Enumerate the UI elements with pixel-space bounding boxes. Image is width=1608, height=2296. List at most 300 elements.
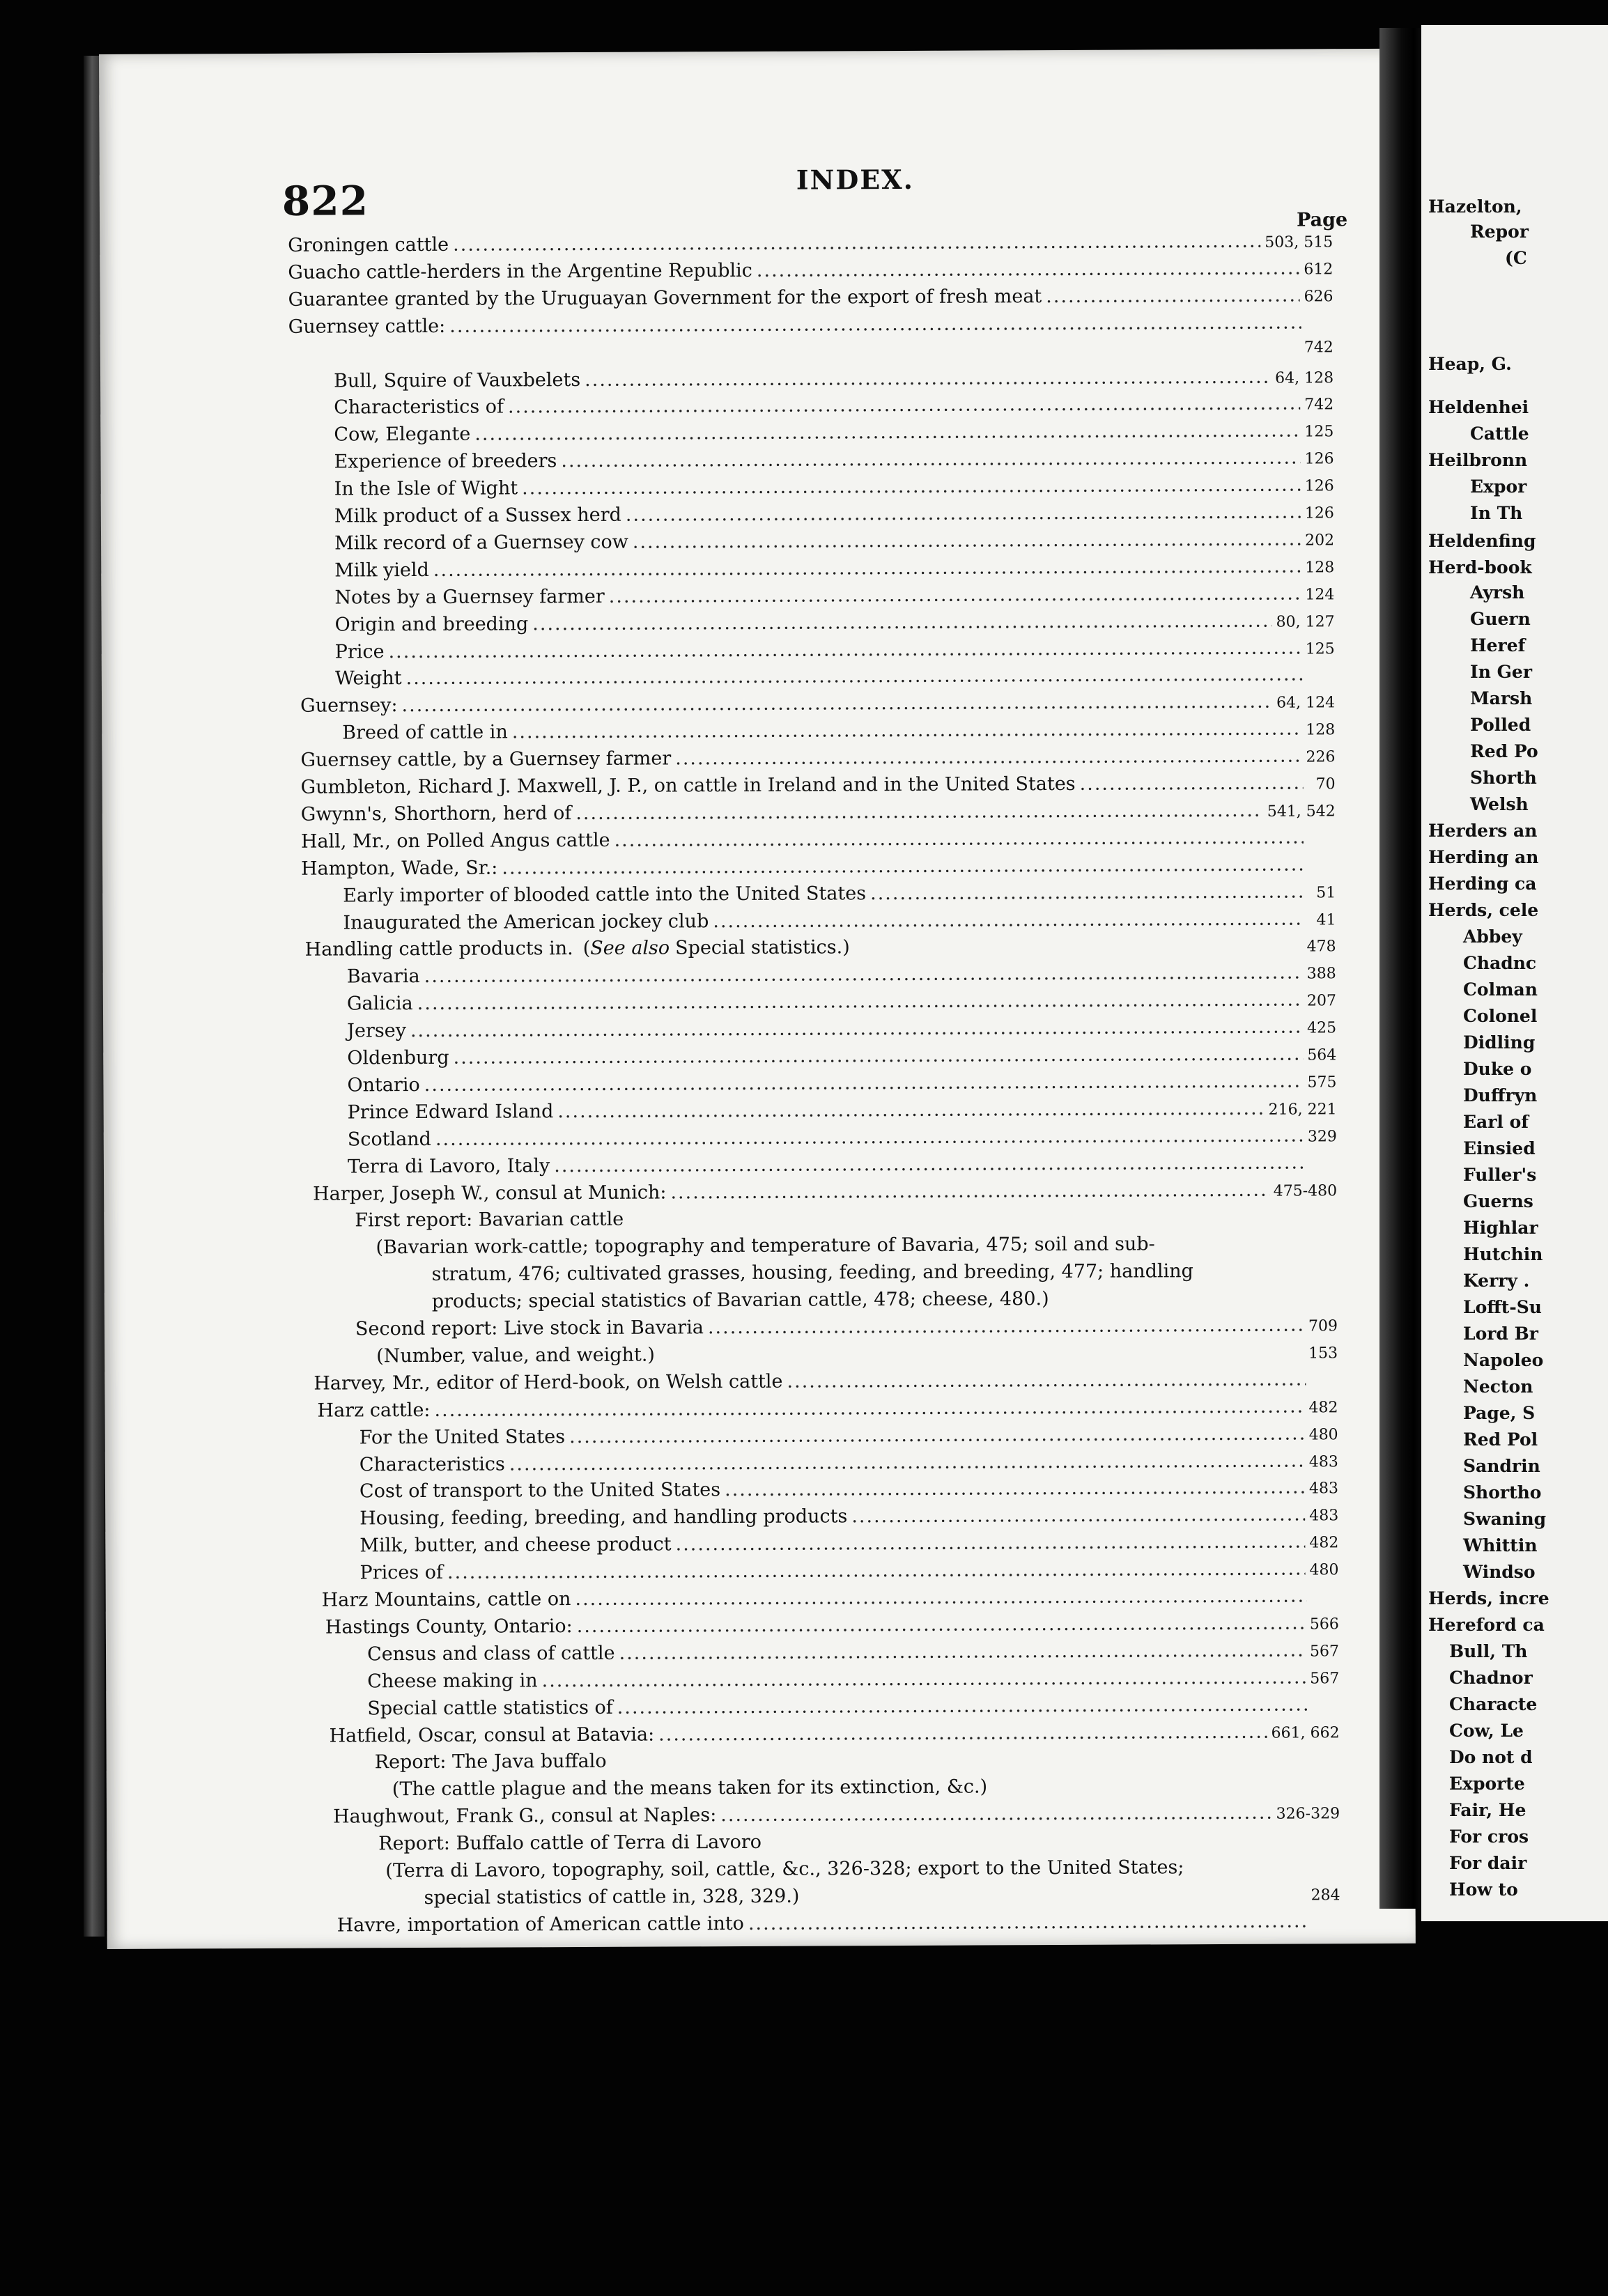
entry-page-ref: 388 (1306, 965, 1336, 983)
leader-dots (410, 1016, 1303, 1042)
entry-text: Prince Edward Island (347, 1100, 554, 1124)
entry-text: Cow, Elegante (334, 423, 471, 446)
entry-text: products; special statistics of Bavarian cattle, 478; cheese, 480.) (431, 1288, 1049, 1313)
entry-page-ref: 503, 515 (1265, 233, 1333, 251)
leader-dots (569, 1422, 1305, 1448)
entry-text: Cost of transport to the United States (359, 1479, 721, 1503)
entry-text: In the Isle of Wight (334, 477, 518, 500)
leader-dots (676, 1531, 1306, 1556)
index-entry (347, 1070, 1336, 1099)
entry-text: Characteristics (359, 1452, 505, 1475)
leader-dots (554, 1151, 1305, 1177)
index-entry (360, 1504, 1338, 1533)
entry-page-ref: 64, 128 (1275, 369, 1334, 387)
entry-text: Weight (334, 667, 402, 690)
facing-page-line: Kerry . (1463, 1271, 1530, 1291)
facing-page-line: Heldenfing (1428, 531, 1536, 551)
leader-dots (851, 1504, 1305, 1528)
entry-page-ref: 742 (1304, 396, 1334, 414)
index-entry (424, 1883, 1340, 1912)
page-number: 822 (281, 177, 369, 225)
entry-page-ref: 425 (1307, 1019, 1337, 1037)
leader-dots (611, 1764, 1308, 1767)
entry-text: Ontario (347, 1073, 420, 1096)
facing-page-line: Heldenhei (1428, 397, 1529, 417)
leader-dots (713, 908, 1304, 932)
entry-page-ref: 126 (1304, 477, 1334, 495)
facing-page-line: Swaning (1463, 1509, 1547, 1529)
entry-text: Breed of cattle in (342, 721, 508, 744)
entry-text: Oldenburg (347, 1046, 449, 1069)
facing-page-line: Guern (1470, 609, 1531, 629)
index-entry (347, 1043, 1336, 1072)
facing-page-line: Welsh (1470, 794, 1529, 814)
entry-text: Milk yield (334, 559, 429, 582)
leader-dots (293, 352, 1300, 356)
index-entry (301, 826, 1336, 855)
facing-page-line: Red Pol (1463, 1429, 1538, 1450)
facing-page-line: Shortho (1463, 1482, 1542, 1503)
index-entry (343, 908, 1336, 937)
entry-page-ref: 202 (1305, 532, 1335, 550)
facing-page-line: Herds, incre (1428, 1588, 1549, 1608)
facing-page-line: Ayrsh (1470, 582, 1525, 603)
facing-page-line: Cow, Le (1449, 1721, 1524, 1741)
entry-page-ref: 128 (1306, 721, 1336, 739)
index-entry (288, 230, 1333, 260)
leader-dots (433, 555, 1301, 580)
facing-page-line: Colman (1463, 979, 1538, 1000)
entry-page-ref: 125 (1304, 423, 1334, 441)
index-entry (301, 772, 1336, 801)
entry-text: Experience of breeders (334, 450, 557, 473)
leader-dots (424, 1070, 1304, 1096)
index-entry (432, 1259, 1338, 1289)
entry-text: Terra di Lavoro, Italy (347, 1154, 550, 1178)
facing-page-line: Highlar (1463, 1218, 1538, 1238)
leader-dots (720, 1802, 1271, 1826)
entry-page-ref: 480 (1308, 1425, 1338, 1444)
index-entry (288, 311, 1333, 341)
facing-page-line: Lofft-Su (1463, 1297, 1542, 1317)
entry-text: Cheese making in (367, 1669, 538, 1693)
index-entry (375, 1748, 1340, 1777)
leader-dots (870, 881, 1304, 904)
index-entry (317, 1395, 1338, 1425)
entry-text: Scotland (347, 1128, 432, 1151)
entry-text: (The cattle plague and the means taken for its extinction, &c.) (392, 1776, 988, 1801)
index-entry (300, 691, 1335, 720)
leader-dots (453, 231, 1260, 256)
leader-dots (577, 1612, 1306, 1637)
leader-dots (757, 257, 1300, 281)
index-entry (376, 1341, 1338, 1370)
entry-text: Origin and breeding (334, 612, 529, 636)
leader-dots (614, 826, 1304, 851)
facing-page-line: (C (1505, 248, 1527, 268)
facing-page-line: In Th (1470, 503, 1523, 523)
entry-text: Harper, Joseph W., consul at Munich: (313, 1181, 667, 1205)
index-entry (337, 1910, 1340, 1939)
leader-dots (803, 1900, 1306, 1902)
leader-dots (725, 1477, 1305, 1501)
index-entry (347, 962, 1336, 991)
entry-text: stratum, 476; cultivated grasses, housing, feeding, and breeding, 477; handling (431, 1260, 1193, 1286)
entry-page-ref: 216, 221 (1268, 1101, 1337, 1119)
index-entry (335, 664, 1335, 693)
facing-page-line: In Ger (1470, 662, 1533, 682)
facing-page-line: How to (1449, 1879, 1518, 1900)
entry-text: special statistics of cattle in, 328, 329.) (424, 1885, 800, 1909)
facing-page-line: Einsied (1463, 1138, 1536, 1158)
entry-text: Report: The Java buffalo (374, 1751, 607, 1774)
entry-page-ref: 153 (1308, 1344, 1338, 1363)
facing-page-line: Polled (1470, 715, 1531, 735)
entry-page-ref: 64, 124 (1276, 694, 1336, 712)
index-entry (334, 393, 1333, 422)
leader-dots (1053, 1304, 1306, 1305)
leader-dots (1046, 284, 1299, 307)
facing-page-line: Expor (1470, 476, 1527, 497)
index-entry (348, 1151, 1337, 1181)
entry-page-ref: 125 (1305, 639, 1335, 658)
entry-text: (Bavarian work-cattle; topography and temperature of Bavaria, 475; soil and sub- (376, 1233, 1155, 1259)
entry-text: Milk record of a Guernsey cow (334, 531, 628, 554)
entry-page-ref: 124 (1305, 585, 1335, 604)
index-entry (432, 1287, 1338, 1316)
facing-page-line: Sandrin (1463, 1456, 1540, 1476)
entry-text: For the United States (359, 1425, 566, 1448)
facing-page-line: Napoleo (1463, 1350, 1544, 1370)
entry-text: Bavaria (346, 965, 420, 988)
entry-page-ref: 207 (1306, 992, 1337, 1010)
leader-dots (447, 1558, 1306, 1583)
facing-page-line: Do not d (1449, 1747, 1533, 1767)
running-head: INDEX. (796, 163, 915, 196)
leader-dots (454, 1043, 1304, 1068)
index-entry (288, 339, 1333, 369)
index-entry (360, 1422, 1338, 1452)
entry-text: Hastings County, Ontario: (325, 1615, 573, 1638)
entry-page-ref: 567 (1309, 1643, 1340, 1661)
entry-text: Prices of (360, 1561, 444, 1584)
leader-dots (557, 1098, 1264, 1122)
page-column-heading: Page (1296, 209, 1348, 231)
entry-text: Hall, Mr., on Polled Angus cattle (300, 829, 610, 853)
index-entry (360, 1450, 1338, 1479)
entry-text: Havre, importation of American cattle into (337, 1912, 744, 1937)
entry-page-ref: 482 (1308, 1398, 1338, 1417)
facing-page-line: Fair, He (1449, 1800, 1526, 1820)
facing-page-line: Didling (1463, 1032, 1536, 1053)
leader-dots (658, 1721, 1267, 1745)
index-entry (334, 447, 1333, 476)
entry-page-ref: 226 (1306, 748, 1336, 766)
entry-text: Bull, Squire of Vauxbelets (333, 369, 581, 392)
index-entry (360, 1558, 1338, 1587)
entry-text: Census and class of cattle (366, 1642, 615, 1666)
leader-dots (659, 1358, 1304, 1360)
entry-text: Second report: Live stock in Bavaria (355, 1317, 704, 1340)
leader-dots (512, 718, 1302, 743)
facing-page-line: Chadnor (1449, 1668, 1533, 1688)
entry-page-ref: 483 (1308, 1480, 1339, 1498)
entry-text: Early importer of blooded cattle into the United States (343, 882, 867, 907)
entry-page-ref: 126 (1304, 504, 1334, 522)
entry-text: Characteristics of (334, 396, 504, 419)
leader-dots (766, 1846, 1308, 1848)
leader-dots (435, 1124, 1304, 1149)
leader-dots (542, 1666, 1306, 1691)
index-entry (325, 1612, 1339, 1641)
facing-page-line: For dair (1449, 1853, 1527, 1873)
entry-page-ref: 483 (1308, 1452, 1338, 1471)
entry-page-ref: 482 (1309, 1534, 1339, 1552)
leader-dots (401, 691, 1272, 716)
leader-dots (748, 1910, 1308, 1934)
entry-text: Harz Mountains, cattle on (321, 1588, 571, 1611)
leader-dots (619, 1639, 1306, 1663)
index-entry (288, 257, 1333, 287)
entry-page-ref: 478 (1306, 938, 1336, 956)
index-entry (313, 1179, 1337, 1208)
entry-page-ref: 41 (1316, 910, 1336, 929)
entry-page-ref: 742 (1304, 338, 1333, 357)
index-entry (367, 1693, 1339, 1723)
leader-dots (1188, 1872, 1308, 1873)
leader-dots (575, 1585, 1306, 1610)
leader-dots (787, 1368, 1306, 1392)
leader-dots (417, 989, 1303, 1015)
leader-dots (424, 962, 1303, 988)
entry-text: Guernsey cattle, by a Guernsey farmer (300, 747, 672, 771)
entry-text: Milk, butter, and cheese product (360, 1533, 672, 1557)
index-entry (347, 1016, 1336, 1045)
leader-dots (474, 420, 1300, 445)
see-also-target: Special statistics.) (675, 936, 850, 959)
entry-text: Report: Buffalo cattle of Terra di Lavoro (378, 1831, 762, 1855)
entry-page-ref: 626 (1304, 288, 1333, 306)
leader-dots (434, 1395, 1304, 1420)
index-entry (334, 501, 1334, 530)
facing-page-line: Marsh (1470, 688, 1533, 708)
index-entry (335, 610, 1335, 639)
facing-page-line: Page, S (1463, 1403, 1536, 1423)
leader-dots (708, 1314, 1304, 1338)
index-entry (342, 718, 1335, 747)
index-entry (348, 1097, 1337, 1126)
index-entry (334, 474, 1334, 503)
facing-page-line: Heref (1470, 635, 1526, 656)
facing-page-line: Hereford ca (1428, 1615, 1545, 1635)
entry-text: Guarantee granted by the Uruguayan Government for the export of fresh meat (288, 285, 1042, 311)
facing-page-line: Windso (1463, 1562, 1536, 1582)
entry-text: Housing, feeding, breeding, and handling products (360, 1505, 848, 1530)
index-entry (334, 528, 1334, 557)
entry-page-ref: 126 (1304, 450, 1334, 468)
facing-page-line: Chadnc (1463, 953, 1537, 973)
entry-page-ref: 475-480 (1273, 1181, 1338, 1200)
index-entry (360, 1530, 1338, 1560)
index-entry (334, 366, 1333, 395)
entry-page-ref: 483 (1309, 1507, 1339, 1525)
facing-page-line: Bull, Th (1449, 1641, 1528, 1661)
entry-text: (Terra di Lavoro, topography, soil, cattle, &c., 326-328; export to the United States; (385, 1856, 1184, 1882)
index-entry (334, 555, 1334, 584)
facing-page-line: Herders an (1428, 821, 1538, 841)
index-entry (348, 1124, 1337, 1154)
entry-text: Hampton, Wade, Sr.: (301, 857, 498, 880)
entry-text: Special cattle statistics of (367, 1696, 613, 1719)
entry-text: Handling cattle products in. (304, 938, 573, 961)
leader-dots (561, 447, 1300, 472)
facing-page-line: Cattle (1470, 424, 1529, 444)
entry-page-ref: 612 (1304, 261, 1333, 279)
index-entry (378, 1829, 1340, 1858)
entry-text: Inaugurated the American jockey club (343, 910, 709, 933)
leader-dots (626, 501, 1301, 525)
index-entry (355, 1206, 1337, 1235)
entry-page-ref: 480 (1309, 1561, 1339, 1579)
facing-page-line: Hazelton, (1428, 196, 1522, 217)
leader-dots (522, 474, 1301, 499)
leader-dots (617, 1693, 1308, 1718)
facing-page-line: Exporte (1449, 1774, 1525, 1794)
facing-page-line: Herd-book (1428, 557, 1532, 577)
facing-page-line: Herding an (1428, 847, 1539, 867)
facing-page-line: For cros (1449, 1826, 1529, 1847)
index-entry (335, 637, 1335, 666)
entry-page-ref: 326-329 (1276, 1805, 1340, 1823)
entry-text: Notes by a Guernsey farmer (334, 585, 605, 609)
leader-dots (991, 1792, 1308, 1793)
facing-page-line: Repor (1470, 222, 1529, 242)
leader-dots (1080, 772, 1304, 794)
entry-page-ref: 541, 542 (1267, 802, 1336, 821)
entry-page-ref: 661, 662 (1271, 1723, 1340, 1742)
facing-page-line: Whittin (1463, 1535, 1538, 1556)
entry-text: Milk product of a Sussex herd (334, 504, 621, 527)
index-entry (343, 881, 1336, 910)
leader-dots (585, 366, 1271, 390)
facing-page-line: Hutchin (1463, 1244, 1543, 1264)
index-entry (392, 1775, 1340, 1804)
index-entry (367, 1666, 1339, 1696)
leader-dots (406, 664, 1303, 690)
leader-dots (628, 1223, 1305, 1225)
entry-text: Haughwout, Frank G., consul at Naples: (332, 1804, 717, 1828)
leader-dots (854, 952, 1303, 954)
leader-dots (502, 853, 1304, 878)
index-entry (385, 1856, 1340, 1885)
index-page (99, 49, 1416, 1949)
entry-page-ref: 80, 127 (1276, 612, 1335, 631)
index-entry (301, 799, 1336, 828)
entry-text: (Number, value, and weight.) (376, 1344, 655, 1367)
index-entry (333, 1801, 1340, 1831)
entry-text: Gumbleton, Richard J. Maxwell, J. P., on cattle in Ireland and in the United States (300, 773, 1076, 798)
leader-dots (388, 637, 1301, 662)
facing-page-line: Herding ca (1428, 874, 1537, 894)
facing-page-line: Guerns (1463, 1191, 1533, 1211)
entry-page-ref: 329 (1307, 1127, 1337, 1146)
leader-dots (670, 1179, 1269, 1203)
index-entry (288, 284, 1333, 314)
entry-page-ref: 709 (1308, 1317, 1338, 1335)
index-entry (367, 1639, 1339, 1668)
see-also-note: See also (590, 937, 670, 960)
facing-page-line: Duffryn (1463, 1085, 1538, 1106)
index-entry (329, 1721, 1339, 1750)
entry-text: Jersey (347, 1020, 406, 1042)
facing-page-line: Necton (1463, 1376, 1533, 1397)
entry-text: Guernsey cattle: (288, 315, 446, 338)
leader-dots (1198, 1277, 1306, 1278)
index-entry (301, 853, 1336, 883)
facing-page-line: Colonel (1463, 1006, 1538, 1026)
leader-dots (633, 528, 1301, 552)
facing-page-line: Earl of (1463, 1112, 1529, 1132)
leader-dots (532, 610, 1271, 635)
index-entry (300, 745, 1335, 774)
entry-page-ref: 51 (1316, 883, 1336, 901)
entry-text: Groningen cattle (288, 233, 449, 256)
facing-page (1421, 25, 1608, 1921)
entry-page-ref: 564 (1307, 1046, 1337, 1064)
entry-page-ref: 566 (1309, 1615, 1339, 1634)
index-entry (376, 1233, 1337, 1262)
entry-text: Guacho cattle-herders in the Argentine Republic (288, 259, 752, 284)
facing-page-line: Duke o (1463, 1059, 1532, 1079)
entry-text: Harz cattle: (317, 1399, 431, 1422)
entry-page-ref: 70 (1315, 775, 1336, 793)
facing-page-line: Fuller's (1463, 1165, 1537, 1185)
index-entry: Handling cattle products in. ( See also Special statistics.) 478 (304, 936, 1336, 961)
facing-page-line: Heap, G. (1428, 354, 1512, 374)
entry-text: First report: Bavarian cattle (355, 1209, 624, 1232)
entry-text: Harvey, Mr., editor of Herd-book, on Welsh cattle (314, 1370, 783, 1395)
index-entry (334, 582, 1334, 612)
entry-text: Guernsey: (300, 695, 398, 718)
leader-dots (509, 1450, 1305, 1475)
index-entry (347, 988, 1336, 1018)
index-entry (322, 1585, 1339, 1614)
leader-dots (508, 393, 1300, 418)
leader-dots (575, 800, 1263, 824)
facing-page-line: Heilbronn (1428, 450, 1528, 470)
index-entry (314, 1368, 1338, 1397)
index-entry (355, 1314, 1338, 1343)
entry-text: Price (334, 640, 385, 663)
leader-dots (449, 311, 1301, 336)
entry-text: Hatfield, Oscar, consul at Batavia: (329, 1723, 655, 1747)
facing-page-line: Shorth (1470, 768, 1537, 788)
entry-text: Gwynn's, Shorthorn, herd of (300, 802, 572, 825)
entry-page-ref: 128 (1305, 559, 1335, 577)
entry-page-ref: 567 (1310, 1669, 1340, 1688)
entry-page-ref: 284 (1311, 1886, 1340, 1905)
facing-page-line: Lord Br (1463, 1324, 1538, 1344)
facing-page-line: Herds, cele (1428, 900, 1539, 920)
facing-page-line: Red Po (1470, 741, 1538, 761)
index-entry (360, 1477, 1338, 1506)
index-entry (334, 420, 1333, 449)
entry-text: Galicia (346, 993, 413, 1015)
entry-page-ref: 575 (1307, 1073, 1337, 1092)
leader-dots (609, 582, 1301, 607)
facing-page-line: Characte (1449, 1694, 1538, 1714)
facing-page-line: Abbey (1463, 926, 1522, 947)
